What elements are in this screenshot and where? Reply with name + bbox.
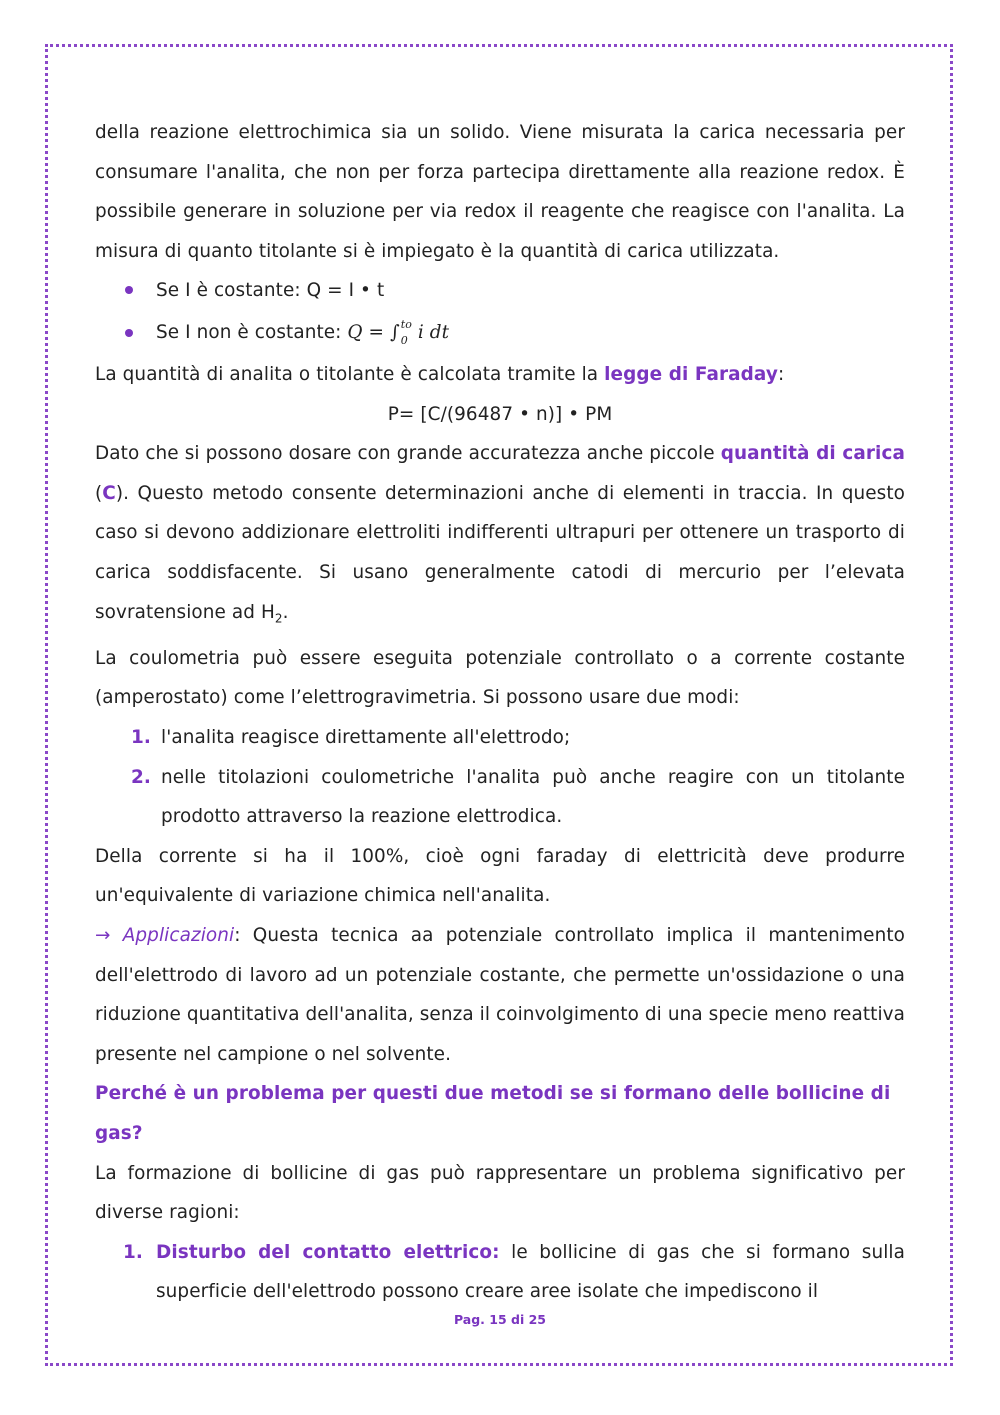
faraday-paragraph <box>95 355 905 395</box>
page-content <box>95 113 905 1312</box>
charge-text-a: Dato che si possono dosare con grande accuratezza anche piccole <box>95 443 721 465</box>
integral-lower-limit: 0 <box>400 333 408 347</box>
list-number: 2. <box>131 766 151 788</box>
list-item <box>95 311 905 355</box>
integral-upper-limit: to <box>400 317 412 331</box>
paragraph-intro: della reazione elettrochimica sia un solido. Viene misurata la carica necessaria per consumare l'analita, che non per forza partecipa direttamente alla reazione redox. È possibile generare in soluzione per via redox il reagente che reagisce con l'analita. La misura di quanto titolante si è impiegato è la quantità di carica utilizzata. <box>95 122 905 262</box>
bullet-text: Se I è costante: Q = I • t <box>156 280 385 302</box>
h2-subscript: 2 <box>274 611 283 626</box>
question-heading: Perché è un problema per questi due metodi se si formano delle bollicine di gas? <box>95 1083 891 1144</box>
page-number: Pag. 15 di 25 <box>453 1312 547 1327</box>
applications-text: : Questa tecnica aa potenziale controllato implica il mantenimento dell'elettrodo di lavoro ad un potenziale costante, che permette un'ossidazione o una riduzione quantitativa dell'analita, senza il coinvolgimento di una specie meno reattiva presente nel campione o nel solvente. <box>95 924 906 1065</box>
modes-list <box>95 718 905 837</box>
bullet-icon <box>125 329 133 337</box>
list-item <box>95 271 905 311</box>
charge-highlight: quantità di carica <box>720 443 905 465</box>
list-item <box>95 1233 905 1312</box>
charge-symbol: C <box>102 482 116 504</box>
bullet-text: Se I non è costante: <box>156 321 348 343</box>
paragraph-coulometry: La coulometria può essere eseguita potenziale controllato o a corrente costante (amperostato) come l’elettrogravimetria. Si possono usare due modi: <box>95 647 905 709</box>
faraday-colon: : <box>777 363 785 385</box>
faraday-law-highlight: legge di Faraday <box>604 363 778 385</box>
list-text: nelle titolazioni coulometriche l'analita può anche reagire con un titolante prodotto attraverso la reazione elettrodica. <box>161 766 905 828</box>
paragraph-current: Della corrente si ha il 100%, cioè ogni faraday di elettricità deve produrre un'equivalente di variazione chimica nell'analita. <box>95 845 905 907</box>
paragraph-bubbles: La formazione di bollicine di gas può rappresentare un problema significativo per diverse ragioni: <box>95 1162 905 1224</box>
faraday-formula: P= [C/(96487 • n)] • PM <box>387 403 613 425</box>
faraday-intro: La quantità di analita o titolante è calcolata tramite la <box>95 363 605 385</box>
charge-text-end: . <box>282 601 289 623</box>
integral-tail: i dt <box>411 321 450 343</box>
integral-symbol: Q = ∫ <box>347 321 400 343</box>
list-number: 1. <box>123 1241 143 1263</box>
charge-text-d: ). Questo metodo consente determinazioni anche di elementi in traccia. In questo caso si devono addizionare elettroliti indifferenti ultrapuri per ottenere un trasporto di carica soddisfacente. Si usano generalmente catodi di mercurio per l’elevata sovratensione ad H <box>95 482 905 623</box>
integral-formula <box>347 317 450 347</box>
list-number: 1. <box>131 726 151 748</box>
list-item <box>95 718 905 758</box>
bullet-icon <box>125 286 133 294</box>
paragraph-applications <box>95 916 905 1074</box>
list-item <box>95 758 905 837</box>
integral-limits <box>401 319 412 347</box>
charge-text-b: ( <box>95 482 103 504</box>
list-text: l'analita reagisce direttamente all'elettrodo; <box>161 726 571 748</box>
paragraph-charge <box>95 434 905 639</box>
reason-text: le bollicine di gas che si formano sulla superficie dell'elettrodo possono creare aree isolate che impediscono il <box>156 1241 905 1303</box>
reason-title: Disturbo del contatto elettrico: <box>156 1241 500 1263</box>
bullet-list <box>95 271 905 355</box>
reasons-list <box>95 1233 905 1312</box>
applications-label: → Applicazioni <box>95 924 235 946</box>
